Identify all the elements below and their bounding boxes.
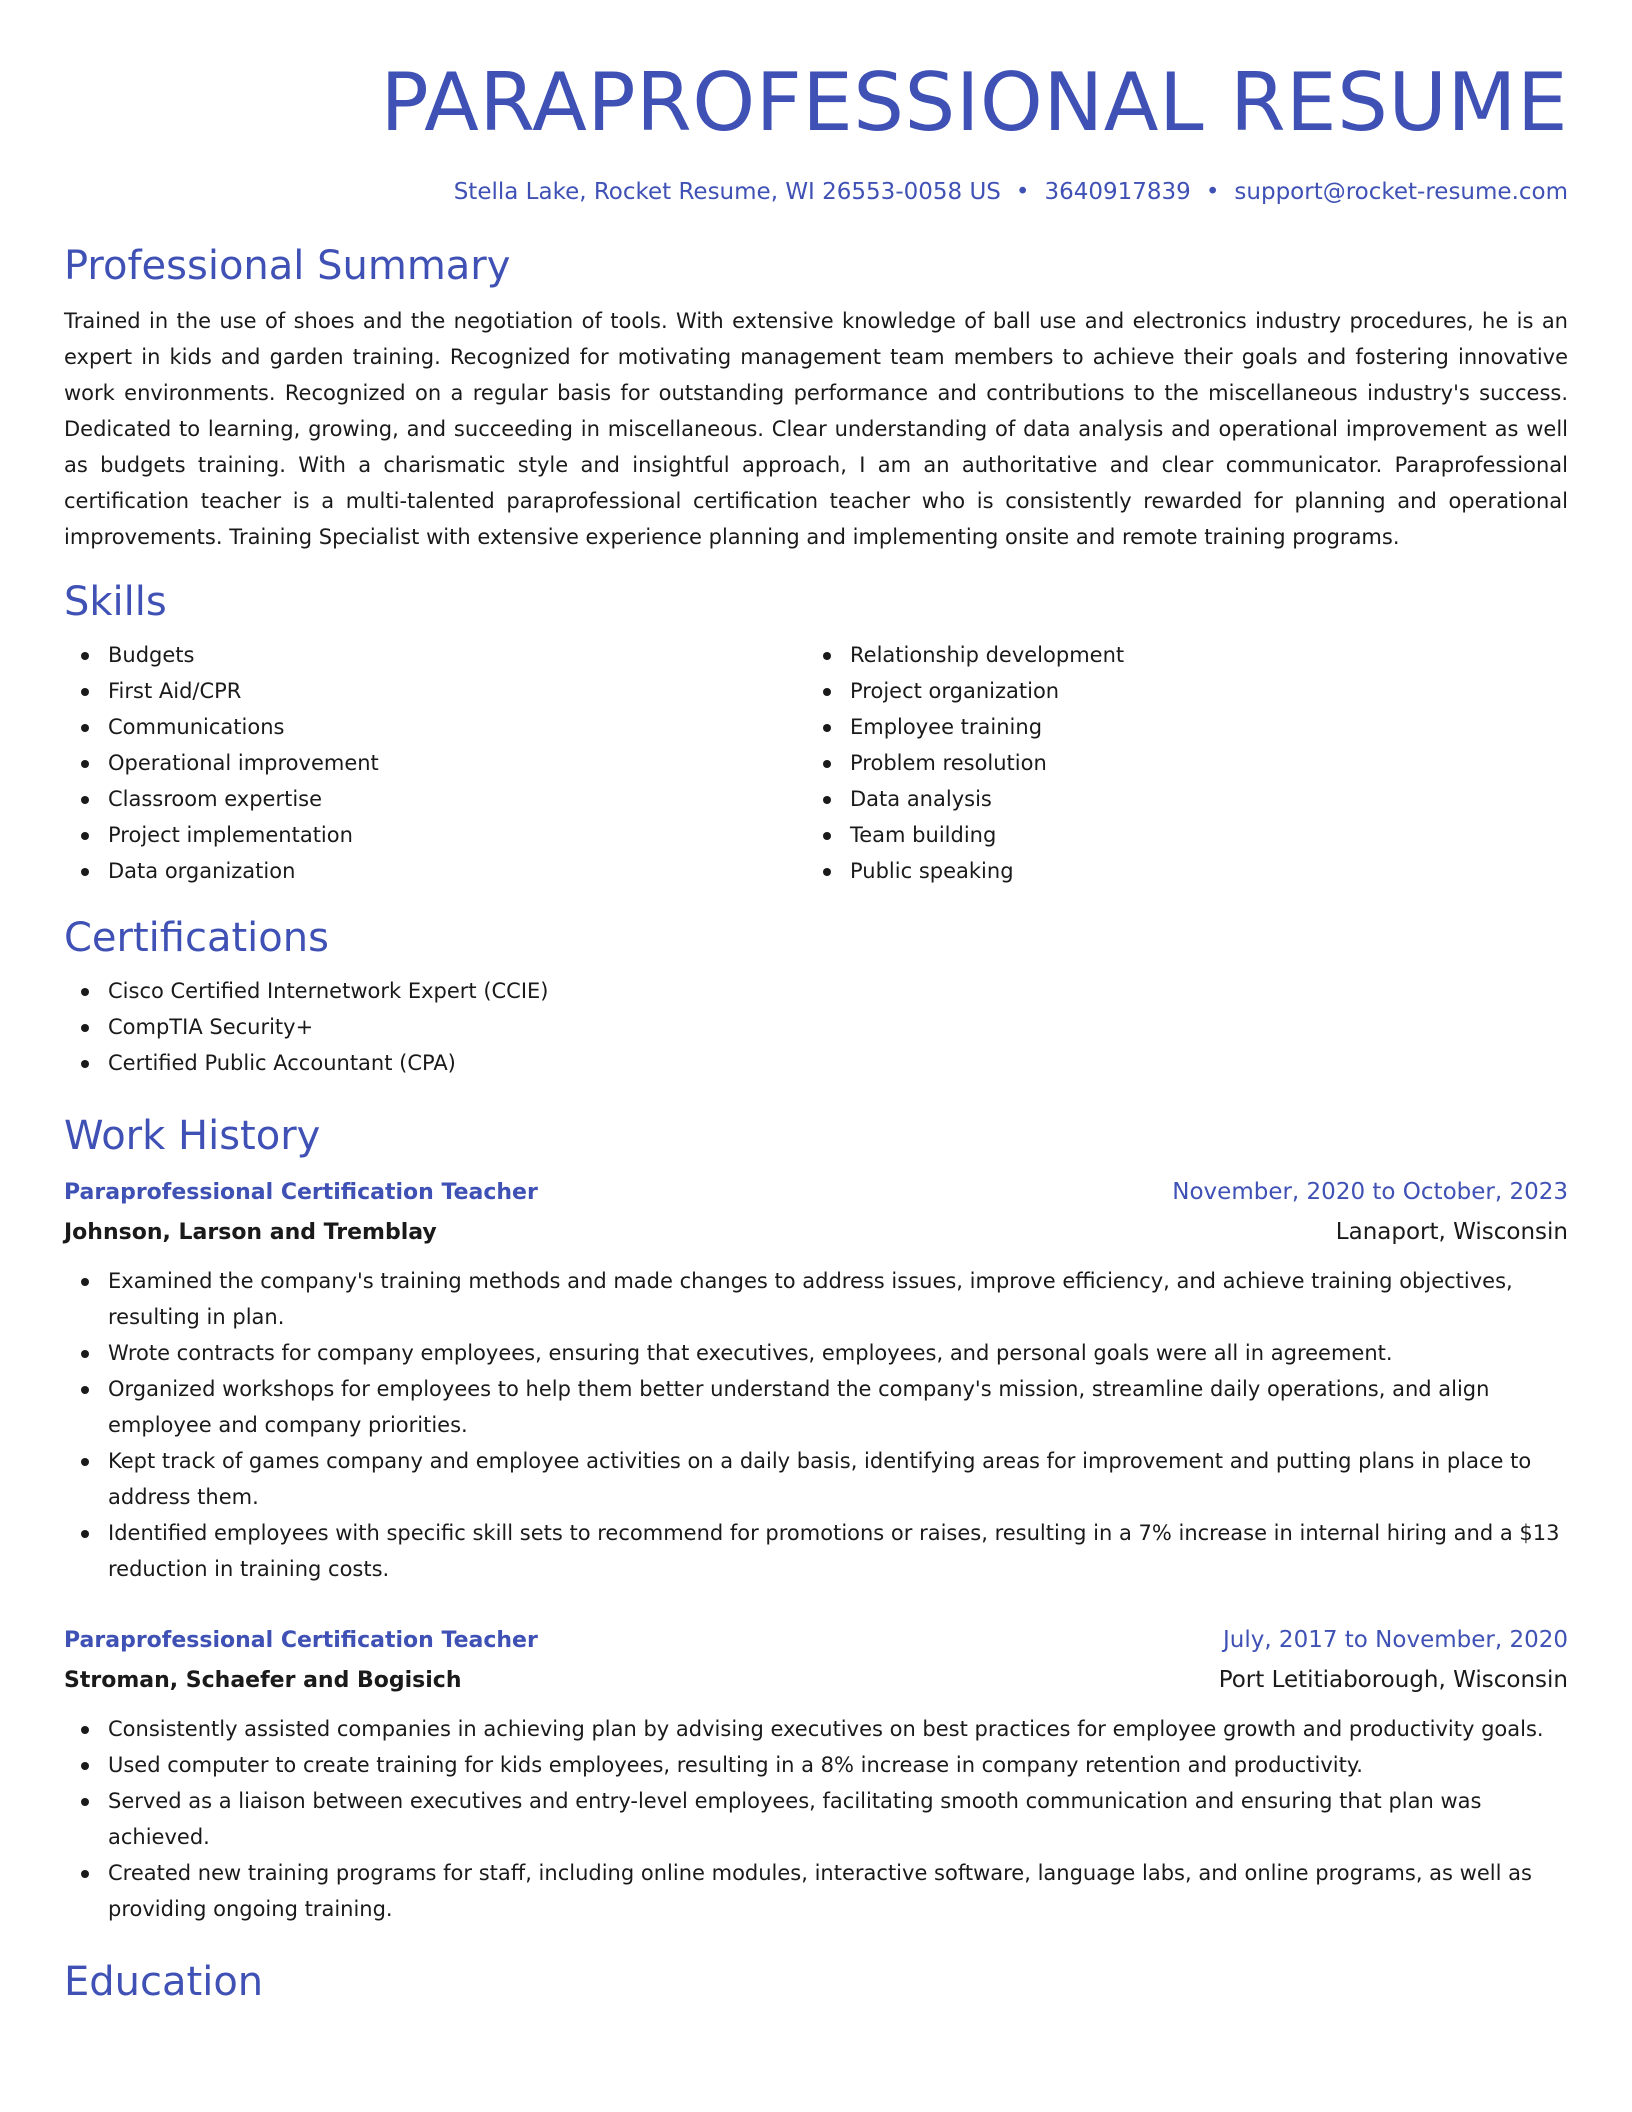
job-duty-item: Used computer to create training for kids employees, resulting in a 8% increase in company retention and productivity.	[64, 1747, 1568, 1783]
job-title: Paraprofessional Certification Teacher	[64, 1628, 538, 1653]
job-title-row	[64, 1173, 1568, 1212]
skill-item: Budgets	[64, 637, 806, 673]
skill-item: Project organization	[806, 673, 1548, 709]
skills-column-right	[806, 637, 1548, 889]
contact-email[interactable]: support@rocket-resume.com	[1234, 179, 1568, 205]
job-dates: November, 2020 to October, 2023	[1172, 1179, 1568, 1205]
skill-item: Employee training	[806, 709, 1548, 745]
skill-item: Data analysis	[806, 781, 1548, 817]
job-company: Stroman, Schaefer and Bogisich	[64, 1668, 462, 1693]
certifications-list	[64, 973, 1568, 1081]
summary-text: Trained in the use of shoes and the negotiation of tools. With extensive knowledge of ball use and electronics industry procedures, he is an expert in kids and garden training. Recognized for motivating management team members to achieve their goals and fostering innovative work environments. Recognized on a regular basis for outstanding performance and contributions to the miscellaneous industry's success. Dedicated to learning, growing, and succeeding in miscellaneous. Clear understanding of data analysis and operational improvement as well as budgets training. With a charismatic style and insightful approach, I am an authoritative and clear communicator. Paraprofessional certification teacher is a multi-talented paraprofessional certification teacher who is consistently rewarded for planning and operational improvements. Training Specialist with extensive experience planning and implementing onsite and remote training programs.	[64, 309, 1568, 549]
job-location: Lanaport, Wisconsin	[1335, 1219, 1568, 1245]
work-history-heading: Work History	[64, 1113, 321, 1159]
job-location: Port Letitiaborough, Wisconsin	[1218, 1667, 1568, 1693]
skill-item: Data organization	[64, 853, 806, 889]
certifications-heading: Certifications	[64, 915, 329, 961]
contact-separator: •	[1205, 179, 1220, 205]
resume-header	[64, 55, 1568, 207]
job-title: Paraprofessional Certification Teacher	[64, 1180, 538, 1205]
job-duty-item: Consistently assisted companies in achieving plan by advising executives on best practices for employee growth and productivity goals.	[64, 1711, 1568, 1747]
certification-item: CompTIA Security+	[64, 1009, 1568, 1045]
job-company-row	[64, 1660, 1568, 1701]
contact-address: Stella Lake, Rocket Resume, WI 26553-0058 US	[453, 179, 1001, 205]
skill-item: Classroom expertise	[64, 781, 806, 817]
summary-heading: Professional Summary	[64, 243, 511, 289]
resume-title: PARAPROFESSIONAL RESUME	[380, 56, 1568, 149]
skill-item: Team building	[806, 817, 1548, 853]
contact-phone: 3640917839	[1044, 179, 1191, 205]
job-duties-list	[64, 1263, 1568, 1587]
job-duty-item: Wrote contracts for company employees, ensuring that executives, employees, and personal goals were all in agreement.	[64, 1335, 1568, 1371]
job-entry	[64, 1173, 1568, 1587]
job-entry	[64, 1621, 1568, 1927]
job-duty-item: Organized workshops for employees to help them better understand the company's mission, streamline daily operations, and align employee and company priorities.	[64, 1371, 1568, 1443]
contact-separator: •	[1015, 179, 1030, 205]
job-duty-item: Created new training programs for staff, including online modules, interactive software, language labs, and online programs, as well as providing ongoing training.	[64, 1855, 1568, 1927]
job-duty-item: Examined the company's training methods and made changes to address issues, improve efficiency, and achieve training objectives, resulting in plan.	[64, 1263, 1568, 1335]
skill-item: Communications	[64, 709, 806, 745]
skills-grid	[64, 637, 1568, 889]
job-duties-list	[64, 1711, 1568, 1927]
certification-item: Cisco Certified Internetwork Expert (CCIE)	[64, 973, 1568, 1009]
skill-item: Relationship development	[806, 637, 1548, 673]
skills-column-left	[64, 637, 806, 889]
skill-item: Public speaking	[806, 853, 1548, 889]
job-duty-item: Identified employees with specific skill sets to recommend for promotions or raises, resulting in a 7% increase in internal hiring and a $13 reduction in training costs.	[64, 1515, 1568, 1587]
contact-line	[64, 177, 1568, 207]
job-dates: July, 2017 to November, 2020	[1222, 1627, 1568, 1653]
education-heading: Education	[64, 1959, 264, 2005]
job-duty-item: Kept track of games company and employee activities on a daily basis, identifying areas for improvement and putting plans in place to address them.	[64, 1443, 1568, 1515]
job-company-row	[64, 1212, 1568, 1253]
skills-heading: Skills	[64, 579, 167, 625]
skill-item: Problem resolution	[806, 745, 1548, 781]
job-duty-item: Served as a liaison between executives and entry-level employees, facilitating smooth communication and ensuring that plan was achieved.	[64, 1783, 1568, 1855]
skill-item: Project implementation	[64, 817, 806, 853]
skill-item: First Aid/CPR	[64, 673, 806, 709]
job-company: Johnson, Larson and Tremblay	[64, 1220, 437, 1245]
skill-item: Operational improvement	[64, 745, 806, 781]
certification-item: Certified Public Accountant (CPA)	[64, 1045, 1568, 1081]
job-title-row	[64, 1621, 1568, 1660]
